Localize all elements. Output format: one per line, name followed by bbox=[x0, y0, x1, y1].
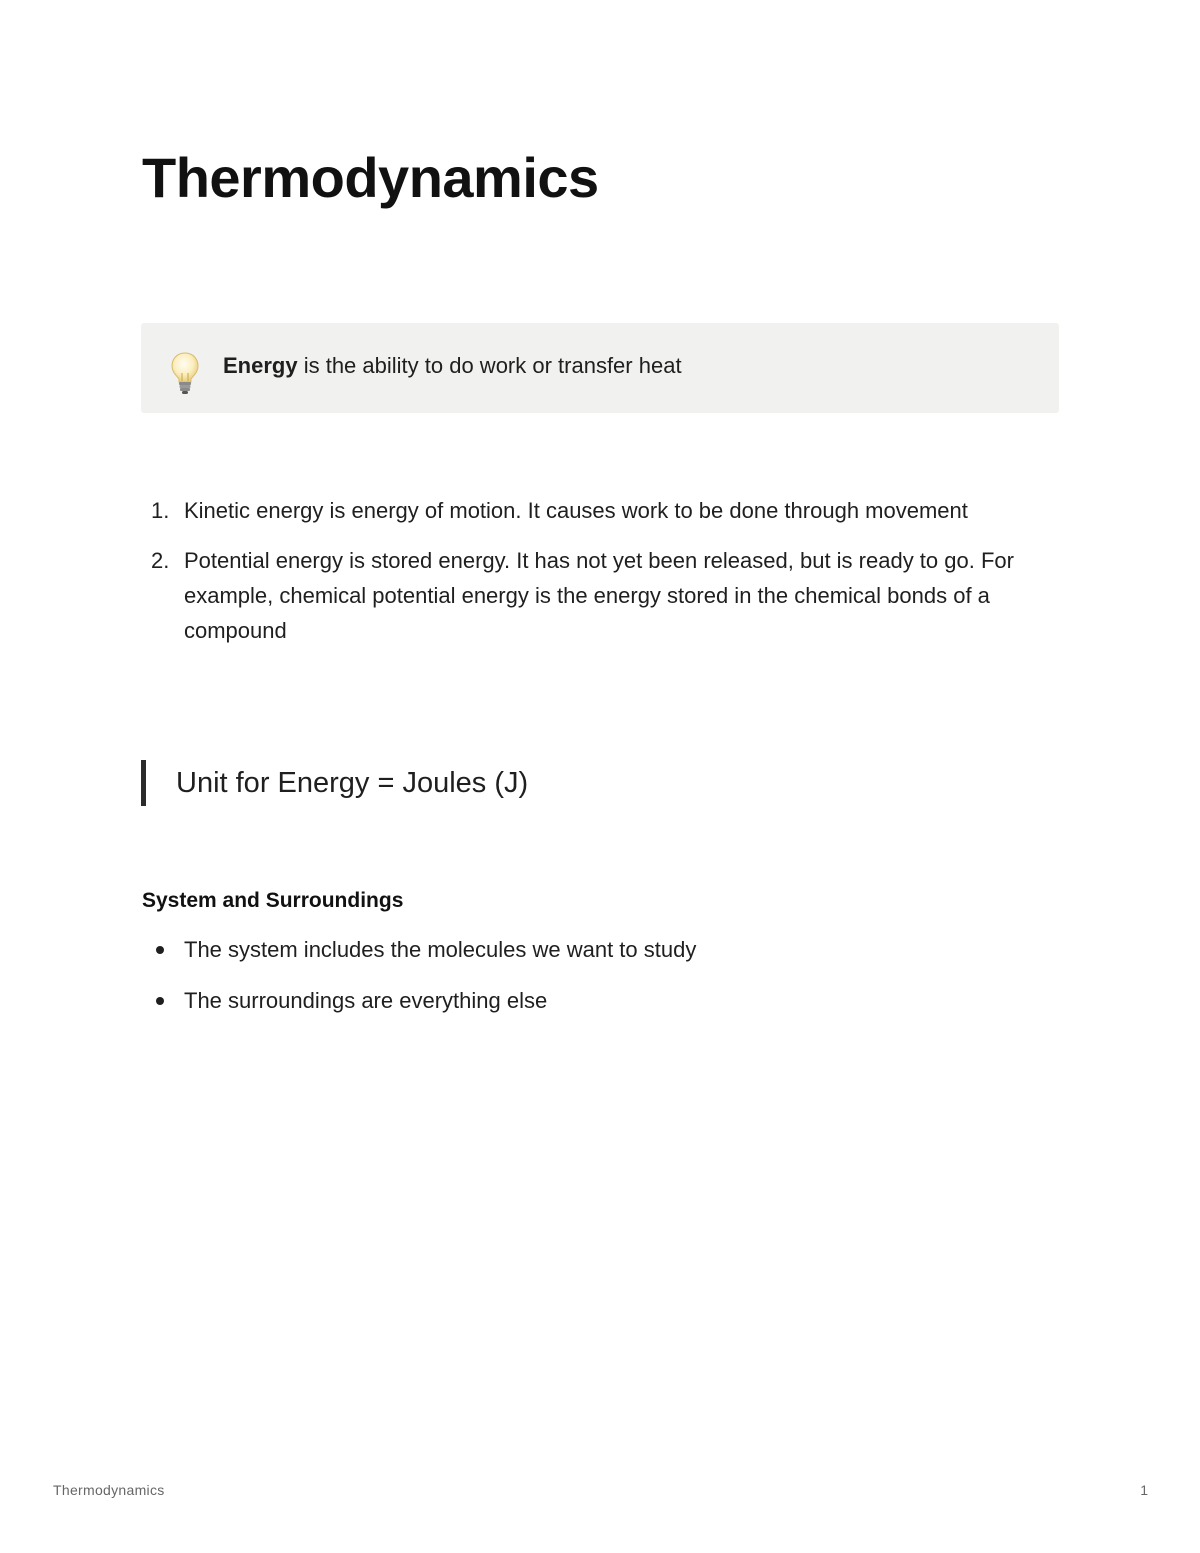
numbered-list bbox=[142, 493, 1060, 663]
bullet-icon bbox=[156, 946, 164, 954]
callout-box bbox=[141, 323, 1059, 413]
list-item-text: Kinetic energy is energy of motion. It causes work to be done through movement bbox=[184, 498, 968, 523]
list-item bbox=[142, 932, 1060, 967]
list-item bbox=[142, 983, 1060, 1018]
bullet-icon bbox=[156, 997, 164, 1005]
list-number: 2. bbox=[151, 548, 170, 573]
callout-bold-term: Energy bbox=[223, 353, 298, 378]
list-item-text: The surroundings are everything else bbox=[184, 988, 548, 1013]
callout-text bbox=[223, 350, 682, 382]
page-title: Thermodynamics bbox=[142, 146, 599, 209]
list-item bbox=[142, 543, 1060, 648]
list-item bbox=[142, 493, 1060, 528]
list-item-text: Potential energy is stored energy. It has not yet been released, but is ready to go. For example, chemical potential energy is the energy stored in the chemical bonds of a compound bbox=[184, 548, 1014, 643]
section-heading: System and Surroundings bbox=[142, 889, 404, 912]
footer-title: Thermodynamics bbox=[53, 1482, 165, 1498]
list-number: 1. bbox=[151, 498, 170, 523]
page-number: 1 bbox=[1140, 1482, 1148, 1498]
callout-definition: is the ability to do work or transfer heat bbox=[297, 353, 682, 378]
list-item-text: The system includes the molecules we want to study bbox=[184, 937, 697, 962]
quote-block bbox=[141, 760, 528, 806]
quote-text: Unit for Energy = Joules (J) bbox=[176, 767, 529, 799]
lightbulb-icon bbox=[170, 351, 200, 395]
bullet-list bbox=[142, 932, 1060, 1034]
